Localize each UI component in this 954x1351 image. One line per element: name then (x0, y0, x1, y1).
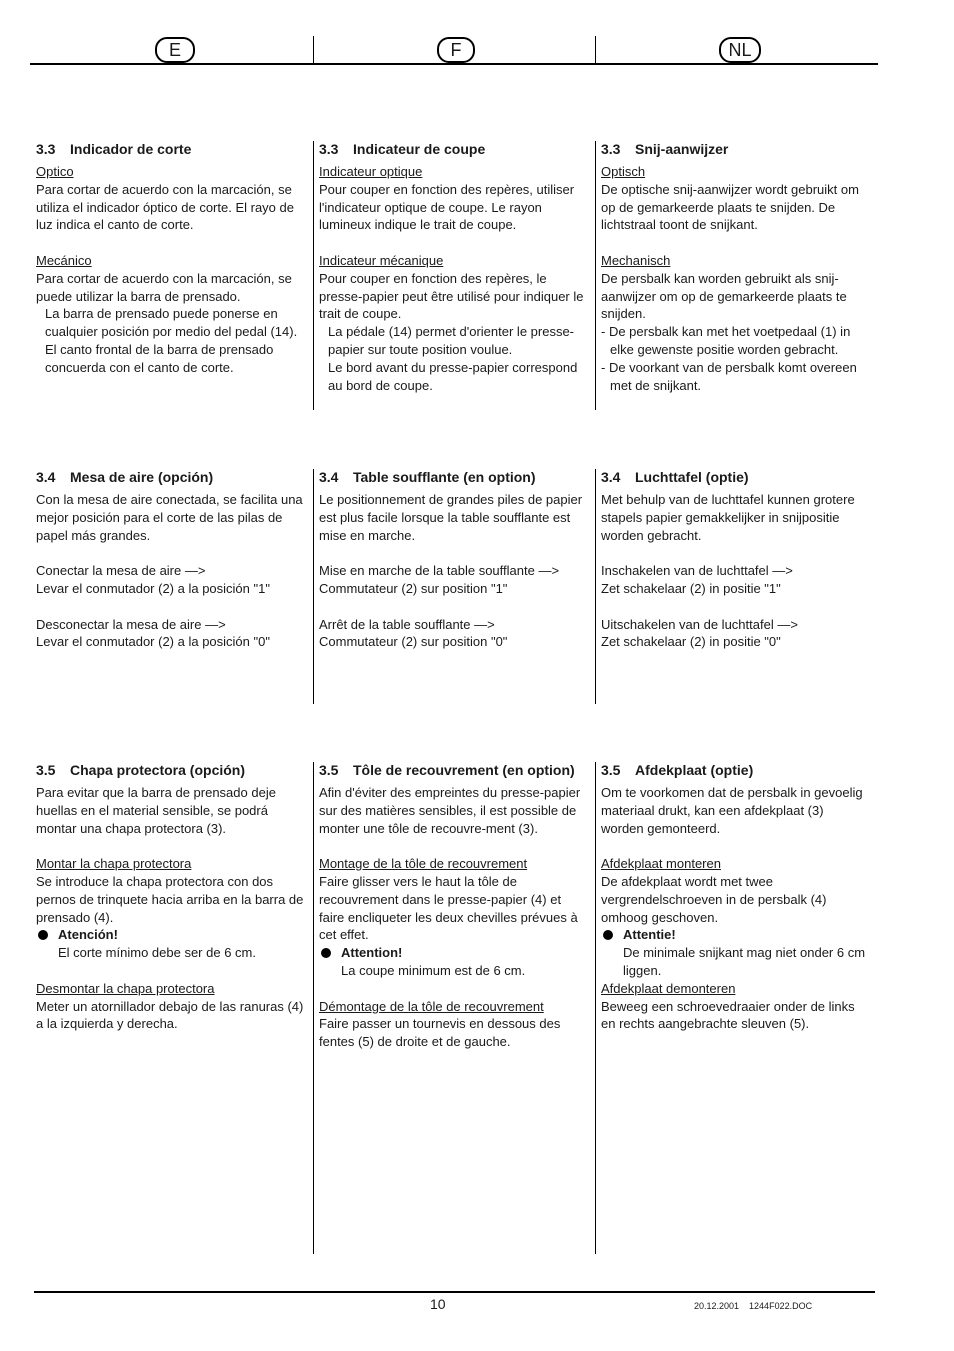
paragraph: Conectar la mesa de aire —> (36, 563, 206, 579)
subheading: Indicateur mécanique (319, 252, 444, 268)
paragraph: Zet schakelaar (2) in positie "0" (601, 634, 781, 650)
section-fr-3-5 (319, 761, 587, 1051)
paragraph: De afdekplaat wordt met twee vergrendelschroeven in de persbalk (4) omhoog geschoven. (601, 873, 827, 925)
section-fr-3-4 (319, 468, 587, 651)
section-es-3-3 (36, 140, 304, 377)
paragraph: De persbalk kan worden gebruikt als snij-aanwijzer om op de gemarkeerde plaats te snijden. (601, 270, 847, 322)
warning-title: Attentie! (623, 927, 676, 943)
section-heading: 3.5 Afdekplaat (optie) (601, 762, 754, 778)
paragraph: Con la mesa de aire conectada, se facilita una mejor posición para el corte de las pilas de papel más grandes. (36, 492, 303, 543)
header-divider (595, 36, 596, 63)
section-heading: 3.5 Tôle de recouvrement (en option) (319, 762, 575, 778)
column-divider (595, 141, 596, 410)
paragraph: Beweeg een schroevedraaier onder de links en rechts aangebrachte sleuven (5). (601, 998, 855, 1032)
header-rule (30, 63, 878, 65)
header-divider (313, 36, 314, 63)
section-heading: 3.4 Mesa de aire (opción) (36, 469, 214, 485)
language-tab-nl: NL (719, 37, 761, 63)
paragraph: Le positionnement de grandes piles de papier est plus facile lorsque la table soufflante est mise en marche. (319, 492, 583, 543)
paragraph: Faire glisser vers le haut la tôle de recouvrement dans le presse-papier (4) et faire encliqueter les deux chevilles prévues à cet effet. (319, 873, 578, 943)
section-nl-3-4 (601, 468, 869, 651)
column-divider (313, 762, 314, 1254)
section-nl-3-3 (601, 140, 869, 394)
column-divider (595, 762, 596, 1254)
warning-title: Attention! (341, 945, 403, 961)
bullet-icon (321, 948, 331, 958)
paragraph: Para cortar de acuerdo con la marcación, se utiliza el indicador óptico de corte. El rayo de luz indica el canto de corte. (36, 181, 294, 233)
paragraph: Commutateur (2) sur position "1" (319, 580, 508, 596)
paragraph: Pour couper en fonction des repères, le presse-papier peut être utilisé pour indiquer le trait de coupe. (319, 270, 584, 322)
paragraph: Mise en marche de la table soufflante —> (319, 563, 560, 579)
warning-note (601, 926, 869, 979)
warning-note (36, 926, 304, 962)
section-nl-3-5 (601, 761, 869, 1033)
warning-title: Atención! (58, 927, 118, 943)
warning-note (319, 944, 587, 980)
paragraph: Commutateur (2) sur position "0" (319, 634, 508, 650)
paragraph: Uitschakelen van de luchttafel —> (601, 616, 798, 632)
subheading: Mechanisch (601, 252, 671, 268)
paragraph: Pour couper en fonction des repères, utiliser l'indicateur optique de coupe. Le rayon lumineux indique le trait de coupe. (319, 181, 575, 233)
subheading: Montage de la tôle de recouvrement (319, 856, 528, 872)
bullet-icon (38, 930, 48, 940)
subheading: Optisch (601, 164, 646, 179)
warning-text: La coupe minimum est de 6 cm. (341, 962, 526, 978)
paragraph: Met behulp van de luchttafel kunnen grotere stapels papier gemakkelijker in snijpositie worden gebracht. (601, 492, 855, 543)
subheading: Afdekplaat demonteren (601, 980, 736, 996)
language-tab-es: E (155, 37, 195, 63)
list-item: - De persbalk kan met het voetpedaal (1) in elke gewenste positie worden gebracht. (601, 324, 851, 357)
subheading: Indicateur optique (319, 164, 423, 179)
column-divider (595, 469, 596, 704)
paragraph: La pédale (14) permet d'orienter le presse-papier sur toute position voulue. (328, 324, 575, 357)
paragraph: El canto frontal de la barra de prensado concuerda con el canto de corte. (45, 341, 274, 375)
paragraph: Zet schakelaar (2) in positie "1" (601, 580, 781, 596)
subheading: Optico (36, 164, 74, 179)
section-es-3-5 (36, 761, 304, 1033)
paragraph: Arrêt de la table soufflante —> (319, 616, 495, 632)
section-heading: 3.3 Snij-aanwijzer (601, 141, 729, 157)
section-es-3-4 (36, 468, 304, 651)
section-heading: 3.4 Luchttafel (optie) (601, 469, 749, 485)
section-heading: 3.5 Chapa protectora (opción) (36, 762, 246, 778)
section-heading: 3.3 Indicador de corte (36, 141, 192, 157)
subheading: Desmontar la chapa protectora (36, 980, 215, 996)
language-tab-fr: F (437, 37, 475, 63)
column-divider (313, 469, 314, 704)
paragraph: Le bord avant du presse-papier correspond au bord de coupe. (328, 359, 578, 393)
page-number: 10 (430, 1296, 446, 1312)
subheading: Montar la chapa protectora (36, 856, 192, 872)
paragraph: Levar el conmutador (2) a la posición "1" (36, 580, 270, 596)
paragraph: Om te voorkomen dat de persbalk in gevoelig materiaal drukt, kan een afdekplaat (3) worden gemonteerd. (601, 785, 863, 836)
warning-text: De minimale snijkant mag niet onder 6 cm liggen. (623, 945, 866, 978)
paragraph: Meter un atornillador debajo de las ranuras (4) a la izquierda y derecha. (36, 998, 304, 1032)
paragraph: Levar el conmutador (2) a la posición "0" (36, 634, 270, 650)
paragraph: Afin d'éviter des empreintes du presse-papier sur des matières sensibles, il est possible de monter une tôle de recouvre-ment (3). (319, 785, 581, 836)
section-heading: 3.3 Indicateur de coupe (319, 141, 486, 157)
paragraph: Para cortar de acuerdo con la marcación, se puede utilizar la barra de prensado. (36, 270, 292, 304)
footer-rule (34, 1291, 875, 1293)
list-item: - De voorkant van de persbalk komt overeen met de snijkant. (601, 359, 857, 393)
section-fr-3-3 (319, 140, 587, 394)
warning-text: El corte mínimo debe ser de 6 cm. (58, 945, 256, 961)
paragraph: Se introduce la chapa protectora con dos pernos de trinquete hacia arriba en la barra de prensado (4). (36, 873, 304, 925)
bullet-icon (603, 930, 613, 940)
paragraph: Para evitar que la barra de prensado deje huellas en el material sensible, se podrá montar una chapa protectora (3). (36, 785, 276, 836)
paragraph: De optische snij-aanwijzer wordt gebruikt om op de gemarkeerde plaats te snijden. De lichtstraal toont de snijkant. (601, 181, 859, 233)
subheading: Démontage de la tôle de recouvrement (319, 998, 544, 1014)
paragraph: Faire passer un tournevis en dessous des fentes (5) de droite et de gauche. (319, 1016, 561, 1050)
subheading: Mecánico (36, 252, 92, 268)
column-divider (313, 141, 314, 410)
paragraph: Inschakelen van de luchttafel —> (601, 563, 793, 579)
paragraph: La barra de prensado puede ponerse en cualquier posición por medio del pedal (14). (45, 306, 298, 340)
section-heading: 3.4 Table soufflante (en option) (319, 469, 536, 485)
subheading: Afdekplaat monteren (601, 856, 721, 872)
document-reference: 20.12.2001 1244F022.DOC (694, 1301, 813, 1311)
paragraph: Desconectar la mesa de aire —> (36, 616, 226, 632)
